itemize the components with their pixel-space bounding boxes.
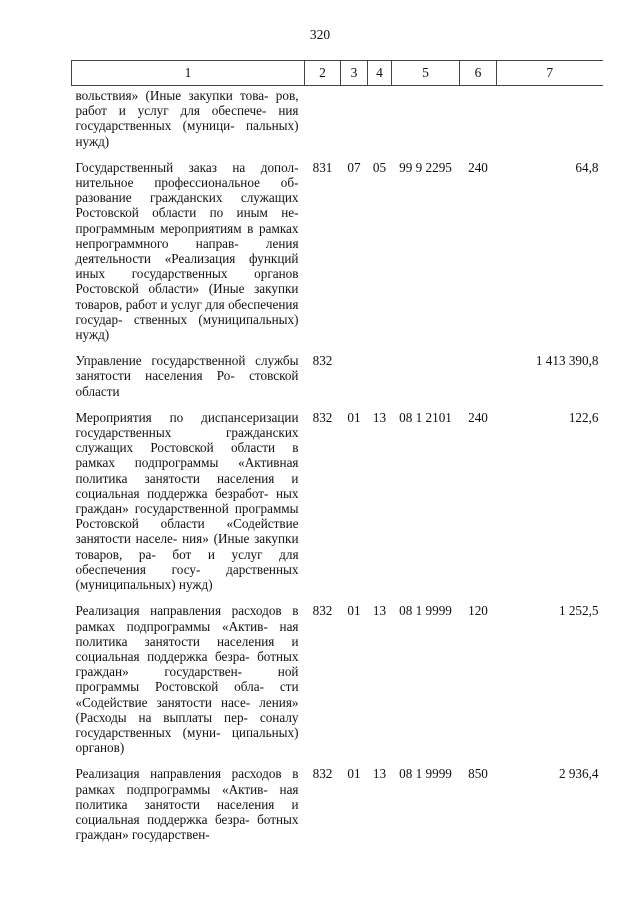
- cell-subsection: [368, 353, 392, 410]
- cell-expense-type: [460, 353, 497, 410]
- description-line: ления» (Расходы на выплаты пер-: [75, 694, 299, 725]
- description-line: ципальных) органов): [75, 724, 299, 756]
- cell-expense-type: 850: [468, 766, 488, 782]
- cell-amount: 2 936,4: [558, 766, 599, 782]
- cell-expense-type: 120: [468, 603, 488, 619]
- description-line: вольствия» (Иные закупки това-: [75, 88, 269, 103]
- cell-expense-type: [460, 86, 497, 160]
- description-line: и социальная поддержка безра-: [75, 796, 299, 827]
- description-line: пальных) нужд): [75, 118, 299, 149]
- description-line: услуг для обеспечения государ-: [75, 296, 299, 327]
- cell-amount: 122,6: [568, 409, 599, 425]
- cell-section: 07: [347, 159, 361, 175]
- table-body: [72, 86, 603, 854]
- cell-target-code: [392, 86, 460, 160]
- description-line: Ростовской области по иным не-: [75, 205, 299, 221]
- cell-description: [72, 603, 305, 766]
- description-line: программы Ростовской области: [75, 501, 299, 532]
- description-line: Реализация направления расходов: [75, 766, 282, 782]
- table-row: [72, 766, 603, 853]
- description-line: ботных граждан» государствен-: [75, 811, 299, 843]
- column-header-2: 2: [305, 61, 341, 86]
- description-line: соналу государственных (муни-: [75, 709, 299, 740]
- cell-code: 832: [312, 353, 333, 369]
- description-line: Государственный заказ на допол-: [75, 159, 299, 175]
- budget-table: [71, 60, 603, 853]
- cell-code: 832: [312, 409, 333, 425]
- description-line: ной программы Ростовской обла-: [75, 664, 299, 695]
- page-number: 320: [309, 27, 331, 42]
- description-line: нужд): [178, 577, 213, 593]
- description-line: ров, работ и услуг для обеспече-: [75, 88, 299, 119]
- cell-target-code: 08 1 9999: [399, 766, 452, 782]
- description-line: ственных (муниципальных) нужд): [75, 311, 299, 343]
- description-line: нительное профессиональное об-: [75, 175, 299, 191]
- description-line: и социальная поддержка безра-: [75, 633, 299, 664]
- cell-code: [305, 86, 341, 160]
- cell-description: [72, 353, 305, 410]
- description-line: ная политика занятости населения: [75, 781, 299, 812]
- description-line: ния государственных (муници-: [75, 103, 299, 134]
- table-row: [72, 160, 603, 353]
- cell-subsection: 13: [372, 766, 387, 782]
- cell-code: 832: [312, 603, 333, 619]
- table-row: [72, 353, 603, 410]
- cell-description: [72, 766, 305, 853]
- cell-target-code: 08 1 9999: [399, 603, 452, 619]
- description-line: рамках подпрограммы «Активная: [75, 455, 299, 471]
- header-row: [72, 61, 603, 86]
- cell-section: [341, 86, 368, 160]
- cell-code: 832: [312, 766, 333, 782]
- description-line: ная политика занятости населения: [75, 618, 299, 649]
- cell-section: 01: [347, 766, 361, 782]
- column-header-4: 4: [368, 61, 392, 86]
- cell-description: [72, 410, 305, 603]
- cell-amount: 64,8: [575, 159, 599, 175]
- column-header-7: 7: [497, 61, 603, 86]
- description-line: ных граждан» государственной: [75, 485, 299, 517]
- cell-section: 01: [347, 409, 361, 425]
- cell-subsection: 13: [372, 603, 387, 619]
- cell-subsection: 13: [372, 409, 387, 425]
- cell-target-code: 99 9 2295: [399, 159, 452, 175]
- table-row: [72, 603, 603, 766]
- description-line: «Содействие занятости населе-: [75, 516, 299, 547]
- column-header-3: 3: [341, 61, 368, 86]
- description-line: в рамках подпрограммы «Актив-: [75, 603, 299, 634]
- description-line: бот и услуг для обеспечения госу-: [75, 546, 299, 577]
- table-row: [72, 86, 603, 160]
- cell-amount: [497, 86, 603, 160]
- cell-section: 01: [347, 603, 361, 619]
- description-line: ния» (Иные закупки товаров, ра-: [75, 531, 299, 562]
- description-line: разование гражданских служащих: [75, 190, 299, 206]
- description-line: ботных граждан» государствен-: [75, 648, 299, 680]
- cell-expense-type: 240: [468, 159, 488, 175]
- description-line: Мероприятия по диспансеризации: [75, 409, 299, 425]
- cell-expense-type: 240: [468, 409, 488, 425]
- description-line: функций иных государственных: [75, 251, 299, 282]
- cell-code: 831: [312, 159, 333, 175]
- description-line: Управление государственной: [75, 353, 246, 369]
- description-line: политика занятости населения и: [75, 470, 299, 486]
- description-line: ления деятельности «Реализация: [75, 235, 299, 267]
- description-line: служащих Ростовской области в: [75, 440, 299, 456]
- cell-subsection: 05: [372, 159, 387, 175]
- column-header-6: 6: [460, 61, 497, 86]
- description-line: (Иные закупки товаров, работ и: [75, 281, 299, 312]
- cell-target-code: 08 1 2101: [399, 409, 452, 425]
- table-row: [72, 410, 603, 603]
- column-header-5: 5: [392, 61, 460, 86]
- description-line: социальная поддержка безработ-: [75, 485, 269, 501]
- description-line: службы занятости населения Ро-: [75, 353, 299, 384]
- description-line: дарственных (муниципальных): [75, 561, 299, 593]
- description-line: Реализация направления расходов: [75, 603, 282, 619]
- cell-description: [72, 86, 305, 160]
- cell-description: [72, 160, 305, 353]
- column-header-1: 1: [72, 61, 305, 86]
- description-line: программным мероприятиям в: [75, 220, 254, 236]
- cell-amount: 1 252,5: [558, 603, 599, 619]
- description-line: сти «Содействие занятости насе-: [75, 679, 299, 710]
- description-line: стовской области: [75, 368, 299, 399]
- description-line: государственных гражданских: [75, 425, 299, 441]
- description-line: органов Ростовской области»: [75, 266, 299, 297]
- description-line: рамках непрограммного направ-: [75, 220, 299, 251]
- cell-section: [341, 353, 368, 410]
- cell-subsection: [368, 86, 392, 160]
- cell-target-code: [392, 353, 460, 410]
- description-line: в рамках подпрограммы «Актив-: [75, 766, 299, 797]
- cell-amount: 1 413 390,8: [535, 353, 599, 369]
- table-header: [72, 61, 603, 86]
